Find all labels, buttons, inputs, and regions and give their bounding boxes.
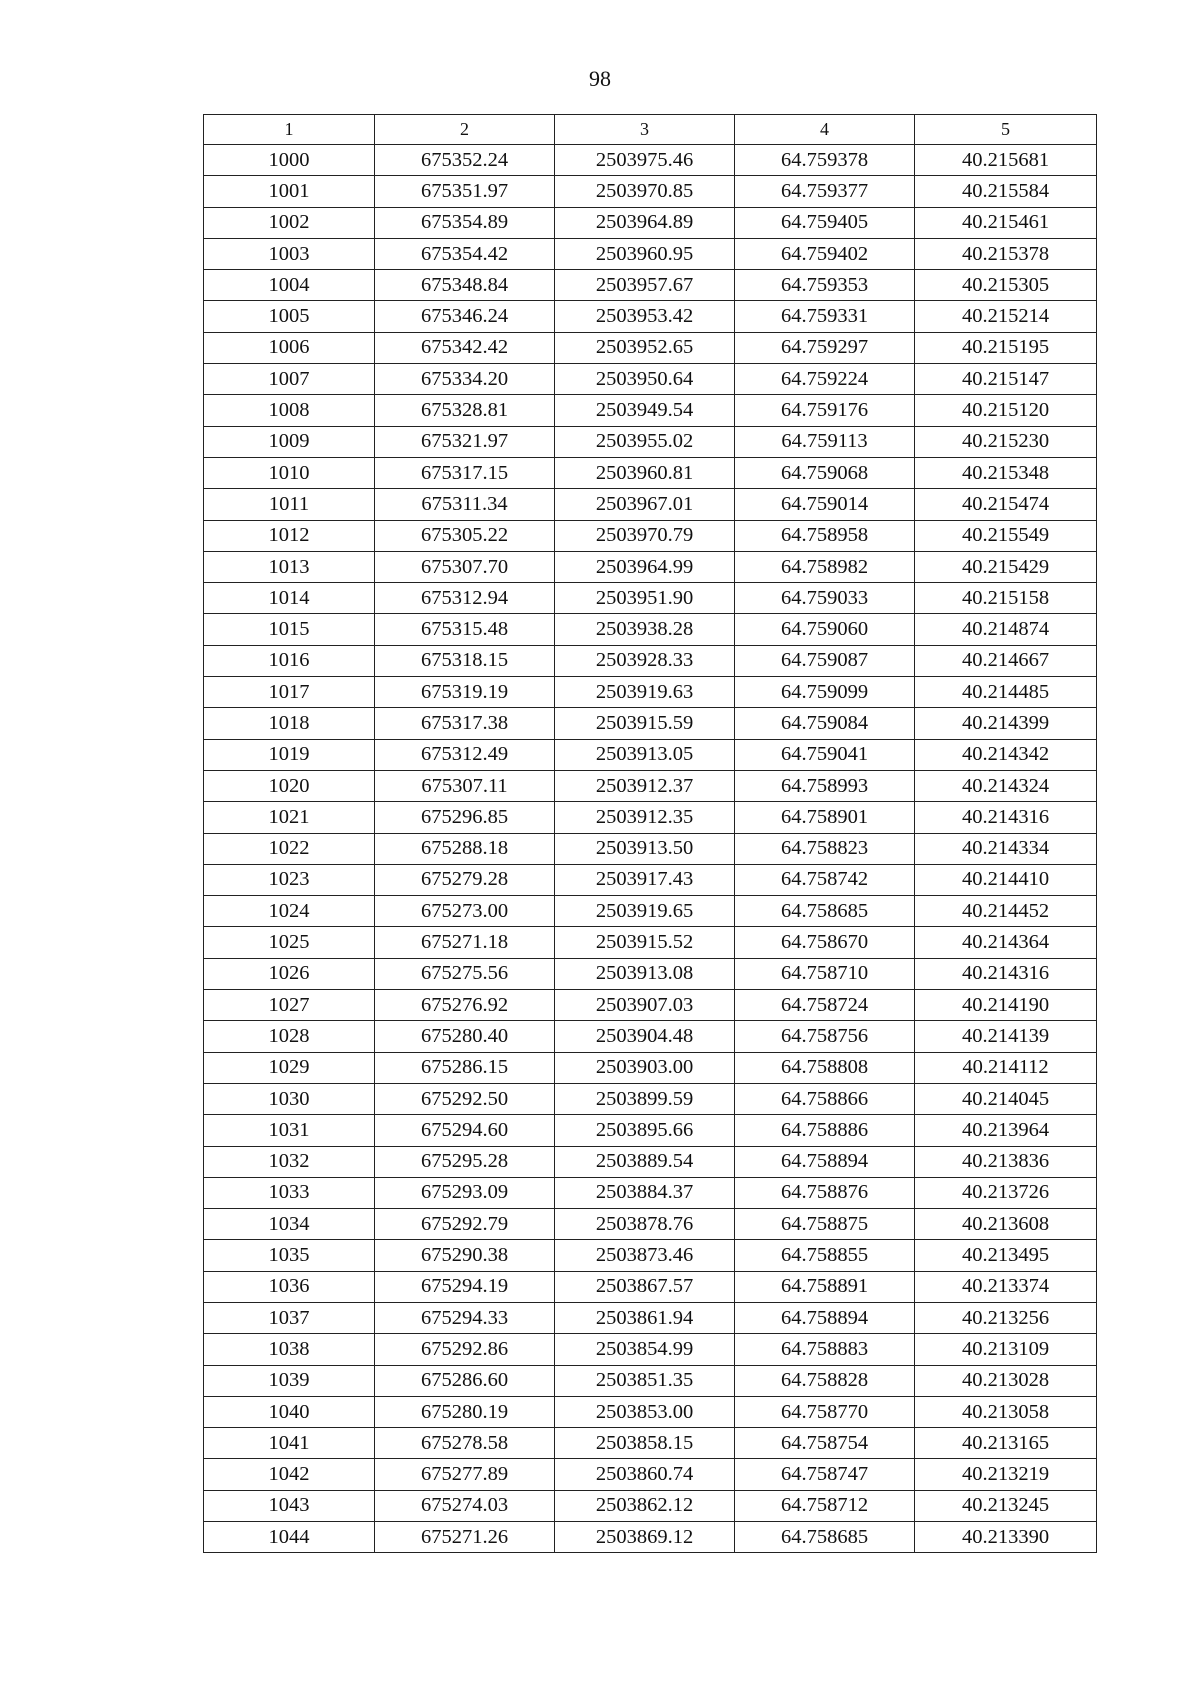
table-cell: 40.214667 [915,645,1097,676]
table-row [204,1522,1097,1553]
table-cell: 675334.20 [375,364,555,395]
table-cell: 675354.42 [375,238,555,269]
table-cell: 40.213964 [915,1115,1097,1146]
table-cell: 40.213058 [915,1396,1097,1427]
page-number: 98 [589,66,611,91]
table-cell: 64.759405 [735,207,915,238]
table-cell: 1028 [204,1021,375,1052]
table-cell: 64.758901 [735,802,915,833]
table-cell: 64.758823 [735,833,915,864]
table-cell: 40.215474 [915,489,1097,520]
table-cell: 40.215195 [915,332,1097,363]
table-cell: 40.213374 [915,1271,1097,1302]
table-cell: 40.213165 [915,1428,1097,1459]
table-cell: 675292.50 [375,1083,555,1114]
table-cell: 64.758876 [735,1177,915,1208]
table-cell: 2503867.57 [555,1271,735,1302]
table-cell: 40.214334 [915,833,1097,864]
table-cell: 2503970.79 [555,520,735,551]
table-cell: 40.215348 [915,457,1097,488]
table-cell: 64.759176 [735,395,915,426]
table-cell: 2503967.01 [555,489,735,520]
table-cell: 675271.18 [375,927,555,958]
table-cell: 40.214316 [915,802,1097,833]
table-cell: 64.758710 [735,958,915,989]
table-cell: 1013 [204,551,375,582]
table-cell: 675290.38 [375,1240,555,1271]
table-row [204,1459,1097,1490]
table-cell: 1011 [204,489,375,520]
table-cell: 40.213219 [915,1459,1097,1490]
table-cell: 40.214452 [915,896,1097,927]
table-cell: 64.759084 [735,708,915,739]
table-cell: 64.759331 [735,301,915,332]
table-row [204,207,1097,238]
table-cell: 64.758958 [735,520,915,551]
table-cell: 675354.89 [375,207,555,238]
table-cell: 40.213028 [915,1365,1097,1396]
table-cell: 40.213608 [915,1209,1097,1240]
table-body [204,145,1097,1553]
table-cell: 2503904.48 [555,1021,735,1052]
table-cell: 1000 [204,145,375,176]
table-row [204,1334,1097,1365]
table-cell: 1003 [204,238,375,269]
table-cell: 64.758747 [735,1459,915,1490]
table-cell: 2503878.76 [555,1209,735,1240]
table-row [204,1271,1097,1302]
table-cell: 64.759099 [735,677,915,708]
table-cell: 40.213836 [915,1146,1097,1177]
table-cell: 2503854.99 [555,1334,735,1365]
table-cell: 675293.09 [375,1177,555,1208]
table-cell: 1042 [204,1459,375,1490]
table-cell: 675276.92 [375,990,555,1021]
table-cell: 1014 [204,583,375,614]
table-row [204,1052,1097,1083]
table-cell: 2503869.12 [555,1522,735,1553]
table-cell: 1025 [204,927,375,958]
table-cell: 2503953.42 [555,301,735,332]
table-cell: 675294.33 [375,1302,555,1333]
table-row [204,1428,1097,1459]
table-row [204,270,1097,301]
table-row [204,1240,1097,1271]
table-cell: 40.214045 [915,1083,1097,1114]
table-cell: 675318.15 [375,645,555,676]
table-cell: 2503957.67 [555,270,735,301]
table-cell: 2503913.05 [555,739,735,770]
table-cell: 2503951.90 [555,583,735,614]
table-cell: 1016 [204,645,375,676]
table-cell: 64.759060 [735,614,915,645]
table-row [204,1365,1097,1396]
table-cell: 675271.26 [375,1522,555,1553]
table-row [204,1021,1097,1052]
table-cell: 64.759033 [735,583,915,614]
table-cell: 675321.97 [375,426,555,457]
table-row [204,708,1097,739]
table-cell: 1012 [204,520,375,551]
table-cell: 2503928.33 [555,645,735,676]
table-cell: 64.759014 [735,489,915,520]
table-cell: 2503915.59 [555,708,735,739]
table-row [204,739,1097,770]
table-cell: 40.213109 [915,1334,1097,1365]
table-cell: 40.213245 [915,1490,1097,1521]
column-header: 2 [375,115,555,145]
table-header-row [204,115,1097,145]
table-cell: 40.215230 [915,426,1097,457]
table-cell: 2503884.37 [555,1177,735,1208]
table-cell: 1029 [204,1052,375,1083]
table-cell: 675351.97 [375,176,555,207]
table-row [204,583,1097,614]
table-row [204,896,1097,927]
table-cell: 1044 [204,1522,375,1553]
table-cell: 2503915.52 [555,927,735,958]
table-cell: 40.214485 [915,677,1097,708]
table-cell: 40.215681 [915,145,1097,176]
table-cell: 1036 [204,1271,375,1302]
table-cell: 675279.28 [375,864,555,895]
table-cell: 40.214112 [915,1052,1097,1083]
table-cell: 64.758883 [735,1334,915,1365]
table-cell: 64.758828 [735,1365,915,1396]
table-cell: 1020 [204,770,375,801]
table-cell: 64.759113 [735,426,915,457]
table-cell: 40.214399 [915,708,1097,739]
table-row [204,145,1097,176]
table-cell: 40.213390 [915,1522,1097,1553]
table-row [204,1177,1097,1208]
table-cell: 40.213726 [915,1177,1097,1208]
table-cell: 675295.28 [375,1146,555,1177]
table-cell: 1039 [204,1365,375,1396]
table-cell: 1030 [204,1083,375,1114]
table-cell: 2503858.15 [555,1428,735,1459]
table-cell: 64.759087 [735,645,915,676]
table-cell: 2503912.35 [555,802,735,833]
table-cell: 2503861.94 [555,1302,735,1333]
table-cell: 675277.89 [375,1459,555,1490]
table-cell: 64.758685 [735,896,915,927]
table-row [204,677,1097,708]
table-cell: 64.759377 [735,176,915,207]
table-cell: 64.758712 [735,1490,915,1521]
table-cell: 2503952.65 [555,332,735,363]
table-cell: 675307.11 [375,770,555,801]
table-row [204,1083,1097,1114]
table-cell: 2503964.89 [555,207,735,238]
table-cell: 2503950.64 [555,364,735,395]
table-cell: 64.759353 [735,270,915,301]
table-cell: 1037 [204,1302,375,1333]
table-cell: 675305.22 [375,520,555,551]
column-header: 5 [915,115,1097,145]
table-row [204,990,1097,1021]
table-cell: 675348.84 [375,270,555,301]
table-cell: 64.758770 [735,1396,915,1427]
table-row [204,238,1097,269]
table-cell: 675317.15 [375,457,555,488]
table-cell: 2503970.85 [555,176,735,207]
table-cell: 675286.15 [375,1052,555,1083]
table-cell: 64.758808 [735,1052,915,1083]
table-cell: 40.214874 [915,614,1097,645]
table-row [204,457,1097,488]
table-cell: 64.758685 [735,1522,915,1553]
table-cell: 675328.81 [375,395,555,426]
table-cell: 1004 [204,270,375,301]
table-cell: 1006 [204,332,375,363]
table-cell: 675312.94 [375,583,555,614]
table-cell: 1019 [204,739,375,770]
table-cell: 1021 [204,802,375,833]
table-cell: 64.758866 [735,1083,915,1114]
table-cell: 40.215147 [915,364,1097,395]
table-row [204,802,1097,833]
table-cell: 675294.19 [375,1271,555,1302]
table-cell: 64.759378 [735,145,915,176]
table-cell: 2503853.00 [555,1396,735,1427]
table-cell: 40.215158 [915,583,1097,614]
table-cell: 2503913.50 [555,833,735,864]
table-cell: 40.214342 [915,739,1097,770]
table-cell: 64.758756 [735,1021,915,1052]
table-cell: 675274.03 [375,1490,555,1521]
table-cell: 1043 [204,1490,375,1521]
table-cell: 1017 [204,677,375,708]
table-cell: 1008 [204,395,375,426]
table-cell: 2503975.46 [555,145,735,176]
table-cell: 64.759297 [735,332,915,363]
table-cell: 2503919.63 [555,677,735,708]
table-cell: 2503913.08 [555,958,735,989]
table-cell: 675312.49 [375,739,555,770]
table-cell: 64.759041 [735,739,915,770]
table-row [204,301,1097,332]
table-cell: 1026 [204,958,375,989]
table-cell: 64.758894 [735,1302,915,1333]
table-cell: 1027 [204,990,375,1021]
table-row [204,1146,1097,1177]
table-cell: 2503955.02 [555,426,735,457]
table-row [204,614,1097,645]
table-row [204,770,1097,801]
table-cell: 675288.18 [375,833,555,864]
table-cell: 64.758670 [735,927,915,958]
table-cell: 675275.56 [375,958,555,989]
table-row [204,958,1097,989]
table-cell: 40.214324 [915,770,1097,801]
table-cell: 2503919.65 [555,896,735,927]
table-row [204,927,1097,958]
table-cell: 40.215584 [915,176,1097,207]
table-cell: 2503862.12 [555,1490,735,1521]
table-cell: 675273.00 [375,896,555,927]
table-cell: 1038 [204,1334,375,1365]
table-cell: 64.758886 [735,1115,915,1146]
table-cell: 675280.40 [375,1021,555,1052]
table-cell: 2503903.00 [555,1052,735,1083]
table-row [204,364,1097,395]
table-cell: 2503851.35 [555,1365,735,1396]
table-cell: 40.213256 [915,1302,1097,1333]
table-cell: 1018 [204,708,375,739]
table-row [204,426,1097,457]
coordinates-table [203,114,1097,1553]
table-cell: 1015 [204,614,375,645]
table-cell: 675294.60 [375,1115,555,1146]
table-row [204,1115,1097,1146]
table-row [204,520,1097,551]
column-header: 4 [735,115,915,145]
table-cell: 2503949.54 [555,395,735,426]
table-cell: 1040 [204,1396,375,1427]
table-cell: 64.758855 [735,1240,915,1271]
table-cell: 2503895.66 [555,1115,735,1146]
table-row [204,551,1097,582]
table-cell: 64.759224 [735,364,915,395]
table-cell: 40.215378 [915,238,1097,269]
column-header: 3 [555,115,735,145]
table-cell: 2503917.43 [555,864,735,895]
table-cell: 40.214364 [915,927,1097,958]
table-cell: 64.758894 [735,1146,915,1177]
table-cell: 40.215120 [915,395,1097,426]
column-header: 1 [204,115,375,145]
table-cell: 1022 [204,833,375,864]
table-cell: 675346.24 [375,301,555,332]
table-cell: 2503912.37 [555,770,735,801]
table-cell: 675286.60 [375,1365,555,1396]
table-row [204,1302,1097,1333]
table-cell: 675315.48 [375,614,555,645]
table-cell: 675280.19 [375,1396,555,1427]
table-cell: 675352.24 [375,145,555,176]
table-cell: 675319.19 [375,677,555,708]
table-cell: 2503964.99 [555,551,735,582]
table-row [204,1490,1097,1521]
table-cell: 40.215429 [915,551,1097,582]
table-cell: 2503889.54 [555,1146,735,1177]
table-cell: 1035 [204,1240,375,1271]
table-cell: 1001 [204,176,375,207]
table-cell: 2503907.03 [555,990,735,1021]
table-cell: 675317.38 [375,708,555,739]
table-row [204,645,1097,676]
table-cell: 675311.34 [375,489,555,520]
table-cell: 675296.85 [375,802,555,833]
table-cell: 64.758982 [735,551,915,582]
table-cell: 40.213495 [915,1240,1097,1271]
table-cell: 40.214316 [915,958,1097,989]
table-cell: 2503938.28 [555,614,735,645]
table-row [204,489,1097,520]
table-cell: 2503899.59 [555,1083,735,1114]
table-cell: 2503873.46 [555,1240,735,1271]
table-row [204,176,1097,207]
table-cell: 675342.42 [375,332,555,363]
table-row [204,1396,1097,1427]
table-cell: 1032 [204,1146,375,1177]
table-cell: 64.758993 [735,770,915,801]
table-cell: 1031 [204,1115,375,1146]
table-cell: 40.215461 [915,207,1097,238]
table-cell: 675292.79 [375,1209,555,1240]
table-cell: 40.214139 [915,1021,1097,1052]
table-cell: 1005 [204,301,375,332]
table-cell: 1002 [204,207,375,238]
table-row [204,395,1097,426]
table-cell: 1010 [204,457,375,488]
table-cell: 1009 [204,426,375,457]
table-cell: 40.214190 [915,990,1097,1021]
table-cell: 40.215214 [915,301,1097,332]
table-cell: 64.758891 [735,1271,915,1302]
table-cell: 64.759402 [735,238,915,269]
table-cell: 675278.58 [375,1428,555,1459]
table-cell: 2503960.95 [555,238,735,269]
table-cell: 675307.70 [375,551,555,582]
table-row [204,332,1097,363]
table-cell: 40.214410 [915,864,1097,895]
table-cell: 1034 [204,1209,375,1240]
table-cell: 1033 [204,1177,375,1208]
table-cell: 1007 [204,364,375,395]
table-cell: 1041 [204,1428,375,1459]
table-row [204,833,1097,864]
table-cell: 64.759068 [735,457,915,488]
table-cell: 64.758742 [735,864,915,895]
table-cell: 40.215305 [915,270,1097,301]
table-row [204,864,1097,895]
table-cell: 64.758875 [735,1209,915,1240]
table-cell: 2503860.74 [555,1459,735,1490]
table-cell: 64.758724 [735,990,915,1021]
table-cell: 2503960.81 [555,457,735,488]
table-cell: 1024 [204,896,375,927]
table-row [204,1209,1097,1240]
table-cell: 675292.86 [375,1334,555,1365]
table-cell: 1023 [204,864,375,895]
table-cell: 64.758754 [735,1428,915,1459]
table-cell: 40.215549 [915,520,1097,551]
